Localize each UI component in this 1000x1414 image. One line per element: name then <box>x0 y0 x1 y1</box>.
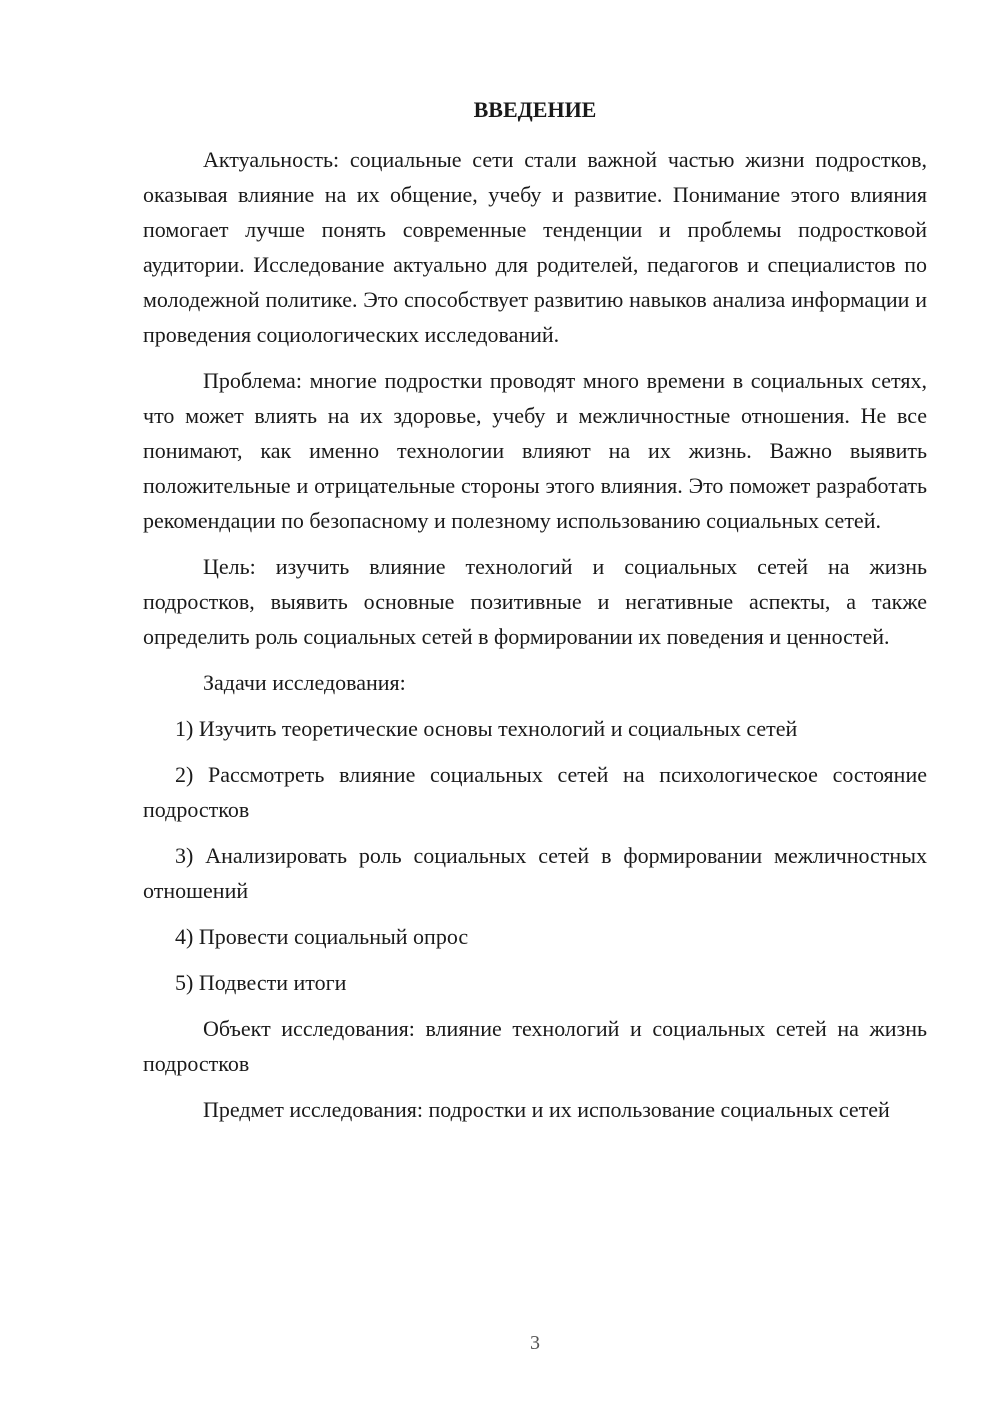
page-number: 3 <box>530 1332 540 1354</box>
task-item-3: 3) Анализировать роль социальных сетей в формировании межличностных отношений <box>143 843 927 903</box>
research-subject-paragraph: Предмет исследования: подростки и их использование социальных сетей <box>203 1097 890 1122</box>
problem-paragraph: Проблема: многие подростки проводят много времени в социальных сетях, что может влиять на их здоровье, учебу и межличностные отношения. Не все понимают, как именно технологии влияют на их жизнь. Важно выявить положительные и отрицательные стороны этого влияния. Это поможет разработать рекомендации по безопасному и полезному использованию социальных сетей. <box>143 368 927 533</box>
tasks-title: Задачи исследования: <box>203 670 406 695</box>
page-content <box>143 92 927 1138</box>
task-item-5: 5) Подвести итоги <box>175 970 347 995</box>
task-item-4: 4) Провести социальный опрос <box>175 924 469 949</box>
task-item-1: 1) Изучить теоретические основы технологий и социальных сетей <box>175 716 798 741</box>
goal-paragraph: Цель: изучить влияние технологий и социальных сетей на жизнь подростков, выявить основные позитивные и негативные аспекты, а также определить роль социальных сетей в формировании их поведения и ценностей. <box>143 554 927 649</box>
section-heading: ВВЕДЕНИЕ <box>473 97 597 122</box>
relevance-paragraph: Актуальность: социальные сети стали важной частью жизни подростков, оказывая влияние на их общение, учебу и развитие. Понимание этого влияния помогает лучше понять современные тенденции и проблемы подростковой аудитории. Исследование актуально для родителей, педагогов и специалистов по молодежной политике. Это способствует развитию навыков анализа информации и проведения социологических исследований. <box>143 147 927 347</box>
task-item-2: 2) Рассмотреть влияние социальных сетей на психологическое состояние подростков <box>143 762 927 822</box>
research-object-paragraph: Объект исследования: влияние технологий и социальных сетей на жизнь подростков <box>143 1016 927 1076</box>
